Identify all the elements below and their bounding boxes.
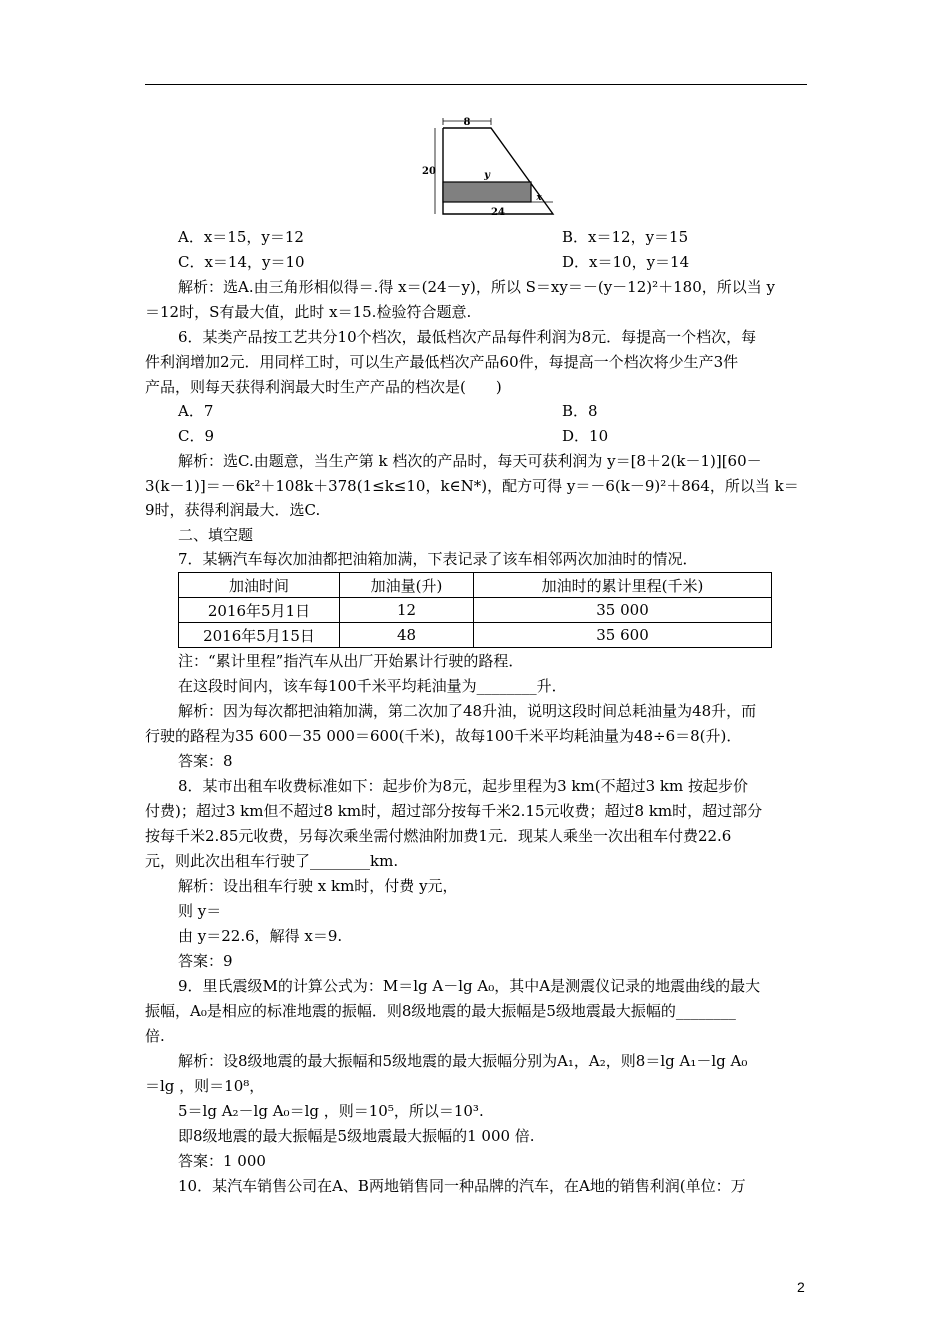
q6-solution-line-2: 3(k－1)]＝－6k²＋108k＋378(1≤k≤10，k∈N*)，配方可得 y＝－6(k－9)²＋864，所以当 k＝ bbox=[145, 477, 799, 495]
table-header-row bbox=[179, 573, 772, 598]
q7-solution-line-2: 行驶的路程为35 600－35 000＝600(千米)，故每100千米平均耗油量为48÷6＝8(升)． bbox=[145, 727, 742, 745]
q5-option-c: C．x＝14，y＝10 bbox=[178, 253, 305, 271]
q8-stem-line-1: 8．某市出租车收费标准如下：起步价为8元，起步里程为3 km(不超过3 km 按起步价 bbox=[178, 777, 748, 795]
label-20: 20 bbox=[422, 166, 436, 177]
q5-option-b: B．x＝12，y＝15 bbox=[562, 228, 689, 246]
shaded-rectangle bbox=[443, 182, 531, 202]
table-header-cell: 加油时的累计里程(千米) bbox=[474, 573, 772, 598]
refuel-table bbox=[178, 572, 772, 648]
q6-option-a: A．7 bbox=[178, 402, 214, 420]
label-y: y bbox=[484, 170, 490, 181]
table-cell: 2016年5月15日 bbox=[179, 623, 340, 648]
q6-solution-line-1: 解析：选C.由题意，当生产第 k 档次的产品时，每天可获利润为 y＝[8＋2(k－1)][60－ bbox=[178, 452, 762, 470]
table-cell: 35 000 bbox=[474, 598, 772, 623]
q6-option-c: C．9 bbox=[178, 427, 215, 445]
q7-note: 注：“累计里程”指汽车从出厂开始累计行驶的路程． bbox=[178, 652, 524, 670]
q9-solution-line-1: 解析：设8级地震的最大振幅和5级地震的最大振幅分别为A₁，A₂，则8＝lg A₁－lg A₀ bbox=[178, 1052, 748, 1070]
q8-solution-line-1: 解析：设出租车行驶 x km时，付费 y元， bbox=[178, 877, 458, 895]
q6-option-d: D．10 bbox=[562, 427, 609, 445]
q9-stem-line-2: 振幅，A₀是相应的标准地震的振幅．则8级地震的最大振幅是5级地震最大振幅的________ bbox=[145, 1002, 736, 1020]
table-cell: 48 bbox=[340, 623, 474, 648]
q9-answer: 答案：1 000 bbox=[178, 1152, 266, 1170]
q5-option-d: D．x＝10，y＝14 bbox=[562, 253, 690, 271]
page-number: 2 bbox=[797, 1279, 805, 1295]
q6-stem-line-1: 6．某类产品按工艺共分10个档次，最低档次产品每件利润为8元．每提高一个档次，每 bbox=[178, 328, 757, 346]
q7-answer: 答案：8 bbox=[178, 752, 233, 770]
q7-question: 在这段时间内，该车每100千米平均耗油量为________升． bbox=[178, 677, 567, 695]
section-heading: 二、填空题 bbox=[178, 526, 254, 544]
q8-stem-line-2: 付费)；超过3 km但不超过8 km时，超过部分按每千米2.15元收费；超过8 km时，超过部分 bbox=[145, 802, 763, 820]
table-cell: 35 600 bbox=[474, 623, 772, 648]
table-header-cell: 加油时间 bbox=[179, 573, 340, 598]
label-24: 24 bbox=[491, 207, 505, 218]
q8-answer: 答案：9 bbox=[178, 952, 233, 970]
q7-solution-line-1: 解析：因为每次都把油箱加满，第二次加了48升油，说明这段时间总耗油量为48升，而 bbox=[178, 702, 757, 720]
q9-solution-line-4: 即8级地震的最大振幅是5级地震最大振幅的1 000 倍. bbox=[178, 1127, 535, 1145]
q10-stem: 10．某汽车销售公司在A、B两地销售同一种品牌的汽车，在A地的销售利润(单位：万 bbox=[178, 1177, 746, 1195]
q5-solution-line-1: 解析：选A.由三角形相似得＝.得 x＝(24－y)，所以 S＝xy＝－(y－12)²＋180，所以当 y bbox=[178, 278, 775, 296]
q6-stem-line-2: 件利润增加2元．用同样工时，可以生产最低档次产品60件，每提高一个档次将少生产3件 bbox=[145, 353, 739, 371]
q8-solution-line-3: 由 y＝22.6，解得 x＝9. bbox=[178, 927, 343, 945]
q9-stem-line-3: 倍. bbox=[145, 1027, 165, 1045]
q9-solution-line-3: 5＝lg A₂－lg A₀＝lg ，则＝10⁵，所以＝10³. bbox=[178, 1102, 484, 1120]
label-8: 8 bbox=[463, 117, 471, 128]
q9-stem-line-1: 9．里氏震级M的计算公式为：M＝lg A－lg A₀，其中A是测震仪记录的地震曲线的最大 bbox=[178, 977, 761, 995]
q7-stem: 7．某辆汽车每次加油都把油箱加满，下表记录了该车相邻两次加油时的情况． bbox=[178, 550, 698, 568]
label-x: x bbox=[536, 193, 542, 203]
table-header-cell: 加油量(升) bbox=[340, 573, 474, 598]
q8-solution-line-2: 则 y＝ bbox=[178, 902, 222, 920]
table-row bbox=[179, 598, 772, 623]
q5-solution-line-2: ＝12时，S有最大值，此时 x＝15.检验符合题意. bbox=[145, 303, 472, 321]
q5-option-a: A．x＝15，y＝12 bbox=[178, 228, 304, 246]
table-row bbox=[179, 623, 772, 648]
q6-stem-line-3: 产品，则每天获得利润最大时生产产品的档次是( ) bbox=[145, 378, 502, 396]
table-cell: 12 bbox=[340, 598, 474, 623]
q9-solution-line-2: ＝lg ，则＝10⁸， bbox=[145, 1077, 265, 1095]
trapezoid-figure bbox=[415, 116, 565, 218]
q6-option-b: B．8 bbox=[562, 402, 598, 420]
q8-stem-line-3: 按每千米2.85元收费，另每次乘坐需付燃油附加费1元．现某人乘坐一次出租车付费22.6 bbox=[145, 827, 732, 845]
q6-solution-line-3: 9时，获得利润最大．选C. bbox=[145, 501, 321, 519]
table-cell: 2016年5月1日 bbox=[179, 598, 340, 623]
q8-stem-line-4: 元，则此次出租车行驶了________km. bbox=[145, 852, 399, 870]
header-rule bbox=[145, 84, 807, 85]
